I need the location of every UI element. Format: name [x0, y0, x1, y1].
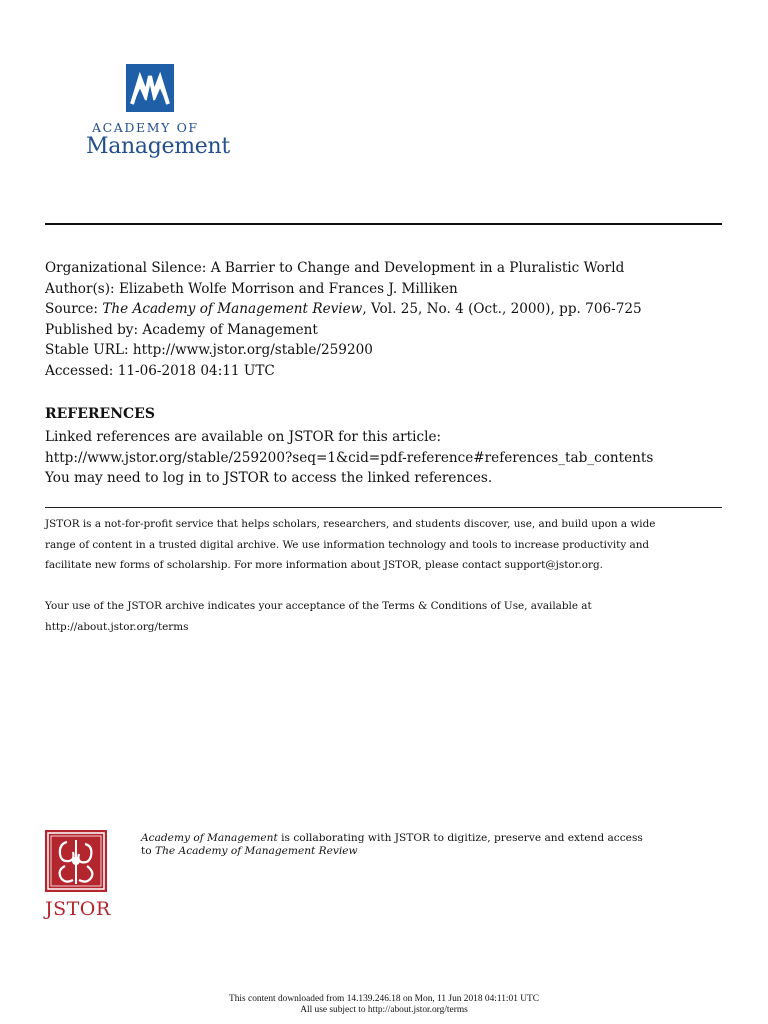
collaboration-statement	[141, 832, 643, 858]
source-label: Source:	[45, 301, 98, 317]
article-title: Organizational Silence: A Barrier to Change and Development in a Pluralistic World	[45, 260, 625, 276]
references-heading: REFERENCES	[45, 406, 155, 422]
published-by-line	[45, 320, 642, 341]
published-by-label: Published by:	[45, 321, 139, 338]
about-line-1: JSTOR is a not-for-profit service that helps scholars, researchers, and students discover, use, and build upon a wide	[45, 518, 656, 530]
authors-label: Author(s):	[45, 280, 115, 297]
terms-line-1: Your use of the JSTOR archive indicates your acceptance of the Terms & Conditions of Use, available at	[45, 600, 592, 612]
logo-line-academy-of: ACADEMY OF	[92, 120, 199, 135]
jstor-emblem-icon	[45, 830, 107, 892]
jstor-wordmark: JSTOR	[45, 898, 111, 920]
terms-link[interactable]: http://about.jstor.org/terms	[45, 620, 189, 633]
authors: Elizabeth Wolfe Morrison and Frances J. Milliken	[118, 280, 458, 297]
references-section	[45, 427, 653, 489]
article-metadata	[45, 258, 642, 381]
middle-divider	[45, 507, 722, 508]
references-login-note: You may need to log in to JSTOR to access the linked references.	[45, 470, 493, 486]
authors-line	[45, 279, 642, 300]
accessed-date: 11-06-2018 04:11 UTC	[117, 362, 275, 379]
about-jstor	[45, 514, 655, 576]
academy-of-management-logo	[86, 64, 230, 164]
terms-of-use	[45, 596, 592, 637]
collaboration-line-2	[141, 845, 643, 858]
stable-url-label: Stable URL:	[45, 342, 129, 358]
top-divider	[45, 223, 722, 225]
published-by: Academy of Management	[142, 321, 318, 338]
jstor-logo	[45, 830, 109, 920]
download-footer	[0, 994, 768, 1016]
collaboration-text: is collaborating with JSTOR to digitize, preserve and extend access	[277, 832, 643, 844]
source-details: , Vol. 25, No. 4 (Oct., 2000), pp. 706-725	[362, 301, 642, 317]
accessed-line	[45, 361, 642, 382]
accessed-label: Accessed:	[45, 362, 114, 379]
academy-mountains-icon	[126, 64, 174, 112]
source-line	[45, 299, 642, 320]
logo-line-management: Management	[86, 134, 230, 159]
stable-url-link[interactable]: http://www.jstor.org/stable/259200	[132, 342, 373, 358]
collaboration-journal: The Academy of Management Review	[155, 845, 358, 857]
stable-url-line	[45, 340, 642, 361]
collaboration-to: to	[141, 845, 156, 857]
about-line-3: facilitate new forms of scholarship. For more information about JSTOR, please contact support@jstor.org.	[45, 559, 603, 571]
about-line-2: range of content in a trusted digital archive. We use information technology and tools to increase productivity and	[45, 538, 650, 551]
collaboration-publisher: Academy of Management	[141, 832, 278, 844]
references-link[interactable]: http://www.jstor.org/stable/259200?seq=1&cid=pdf-reference#references_tab_contents	[45, 449, 654, 466]
footer-line-1: This content downloaded from 14.139.246.18 on Mon, 11 Jun 2018 04:11:01 UTC	[229, 994, 539, 1004]
references-intro: Linked references are available on JSTOR for this article:	[45, 429, 442, 445]
collaboration-line-1	[141, 832, 643, 845]
journal-name: The Academy of Management Review	[102, 301, 363, 317]
footer-line-2: All use subject to http://about.jstor.org/terms	[300, 1005, 468, 1015]
